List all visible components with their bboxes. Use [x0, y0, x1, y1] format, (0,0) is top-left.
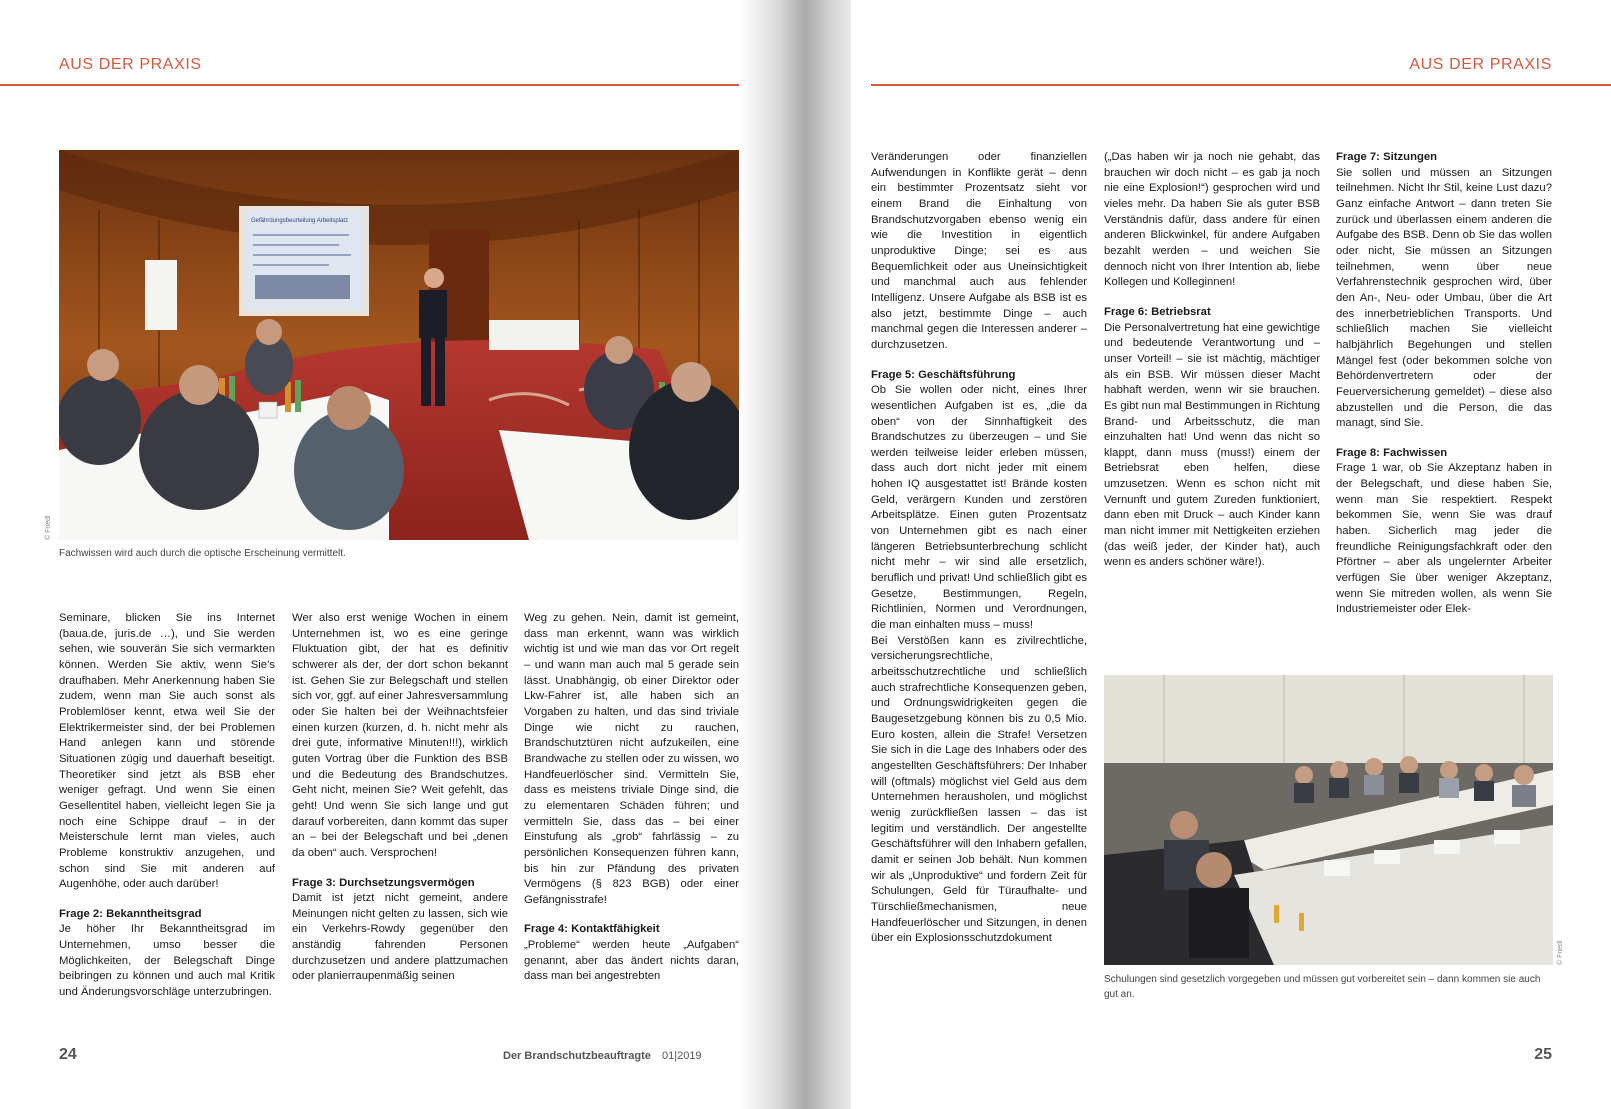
- training-photo-illustration: [1104, 675, 1553, 965]
- section-label: AUS DER PRAXIS: [1409, 56, 1552, 73]
- paragraph: Bei Verstößen kann es zivilrechtliche, versicherungsrechtliche, arbeitsschutzrechtliche und schließlich auch strafrechtliche Konsequenzen geben, und Ordnungswidrigkeiten gegen die Baugesetzgebung können bis zu 0,5 Mio. Euro kosten, allein die Strafe! Versetzen Sie sich in die Lage des Inhabers oder des angestellten Geschäftsführers: Der Inhaber will (oftmals) möglichst viel Geld aus dem Unternehmen herausholen, und möglichst wenig zurückfließen lassen – das ist legitim und verständlich. Der angestellte Geschäftsführer will den Inhabern gefallen, damit er seinen Job behält. Nun kommen wir als „Unproduktive“ und fordern Zeit für Schulungen, Geld für Türaufhalte- und Türschließmechanismen, neue Handfeuerlöscher und Sitzungen, in denen über ein Explosionsschutzdokument: [871, 634, 1088, 945]
- right-page: [851, 0, 1611, 1109]
- page-number: 25: [1534, 1046, 1552, 1063]
- section-label: AUS DER PRAXIS: [59, 56, 202, 73]
- text-column-4: [871, 150, 1087, 947]
- photo-credit: © Friedl: [45, 515, 52, 540]
- header-rule: [0, 84, 739, 86]
- photo-caption: Schulungen sind gesetzlich vorgegeben und müssen gut vorbereitet sein – dann kommen sie auch gut an.: [1104, 974, 1541, 1000]
- paragraph: („Das haben wir ja noch nie gehabt, das brauchen wir doch nicht – es gab ja noch nie eine Explosion!“) gesprochen wird und vieles mehr. Da haben Sie als guter BSB Verständnis dafür, dass andere für einen anderen Blickwinkel, für andere Aufgaben bezahlt werden – und weichen Sie dennoch nicht von Ihrer Intention ab, liebe Kollegen und Kolleginnen!: [1104, 151, 1320, 289]
- text-column-2: [292, 611, 508, 985]
- photo-caption: Fachwissen wird auch durch die optische Erscheinung vermittelt.: [59, 548, 346, 559]
- seminar-photo-illustration: [59, 150, 739, 540]
- paragraph: Sie sollen und müssen an Sitzungen teilnehmen. Nicht Ihr Stil, keine Lust dazu? Ganz einfache Antwort – dann treten Sie zurück und überlassen einem anderen die Aufgabe des BSB. Denn ob Sie das wollen oder nicht, Sie müssen an Sitzungen teilnehmen, wenn über neue Verfahrenstechnik gesprochen wird, über den An-, Neu- oder Umbau, über die Art des innerbetrieblichen Transports. Und schließlich machen Sie vielleicht halbjährlich Begehungen und stellen Mängel fest (oder bekommen solche von Behördenvertretern oder der Feuerversicherung gemeldet) – diese also abzustellen und die Person, die das managt, sind Sie.: [1336, 166, 1552, 430]
- subheading: Frage 4: Kontaktfähigkeit: [524, 923, 660, 936]
- subheading: Frage 6: Betriebsrat: [1104, 305, 1211, 318]
- paragraph: Weg zu gehen. Nein, damit ist gemeint, dass man erkennt, wann was wirklich wichtig ist und wie man das vor Ort regelt – und wann man auch mal 5 gerade sein lässt. Unabhängig, ob einer Direktor oder Lkw-Fahrer ist, alle haben sich an Vorgaben zu halten, und das sind triviale Dinge wie nicht zu rauchen, Brandschutztüren nicht aufzukeilen, eine Brandwache zu stellen oder zu wissen, wo Handfeuerlöscher sind. Vermitteln Sie, dass es meistens triviale Dinge sind, die zu elementaren Schäden führen; und vermitteln Sie, dass das – bei einer Einstufung als „grob“ fahrlässig – zu persönlichen Konsequenzen führen kann, bis hin zur Pfändung des privaten Vermögens (§ 823 BGB) oder einer Gefängnisstrafe!: [524, 612, 739, 906]
- training-photo: [1104, 675, 1553, 965]
- issue-number: 01|2019: [661, 1050, 702, 1062]
- magazine-title: Der Brandschutzbeauftragte: [503, 1050, 651, 1062]
- paragraph: „Probleme“ werden heute „Aufgaben“ genannt, aber das ändert nichts daran, dass man bei angestrebten: [524, 939, 739, 983]
- slide-title-text: Gefährdungsbeurteilung Arbeitsplatz: [251, 218, 349, 224]
- page-number: 24: [59, 1046, 77, 1063]
- subheading: Frage 5: Geschäftsführung: [871, 368, 1016, 381]
- paragraph: Ob Sie wollen oder nicht, eines Ihrer wesentlichen Aufgaben ist es, „die da oben“ von der Sinnhaftigkeit des Brandschutzes zu überzeugen – und Sie werden teilweise leider erleben müssen, dass auch dort nicht jeder mit einem hohen IQ ausgestattet ist! Brände kosten Geld, verärgern Kunden und zerstören Arbeitsplätze. Einen guten Prozentsatz von Unternehmen gibt es nach einer längeren Betriebsunterbrechung schlicht nicht mehr – wir sind alle ersetzlich, beruflich und privat! Und schließlich gibt es Gesetze, Bestimmungen, Regeln, Richtlinien, Normen und Verordnungen, die man einhalten muss – muss!: [871, 384, 1087, 632]
- paragraph: Die Personalvertretung hat eine gewichtige und bedeutende Verantwortung und – unser Vorteil! – sie ist mächtig, mächtiger als ein BSB. Wir müssen dieser Macht habhaft werden, wenn wir sie brauchen. Es gibt nun mal Bestimmungen in Richtung Brand- und Arbeitsschutz, die man einzuhalten hat! Und wenn das nicht so klappt, dann muss (muss!) einem der Betriebsrat eben helfen, diese umzusetzen. Wenn es schon nicht mit Vernunft und gutem Zureden funktioniert, dann eben mit Druck – auch Kinder kann man nicht immer mit Nettigkeiten erziehen (das weiß jeder, der Kinder hat), auch wenn es anders schöner wäre!).: [1104, 321, 1321, 569]
- seminar-photo: [59, 150, 739, 540]
- paragraph: Wer also erst wenige Wochen in einem Unternehmen ist, wo es eine geringe Fluktuation gibt, der hat es definitiv schwerer als der, der dort schon bekannt ist. Gehen Sie zur Belegschaft und stellen sich vor, ggf. auf einer Jahresversammlung oder Sie halten bei der Weihnachtsfeier einen kurzen (kurzen, d. h. nicht mehr als drei gute, informative Minuten!!!), wirklich guten Vortrag über die Funktion des BSB und die Bedeutung des Brandschutzes. Geht nicht, meinen Sie? Weit gefehlt, das geht! Und wenn Sie sich lange und gut darauf vorbereiten, dann kommt das super an – bei der Belegschaft und bei „denen da oben“ auch. Versprochen!: [292, 612, 508, 859]
- subheading: Frage 7: Sitzungen: [1336, 151, 1438, 163]
- subheading: Frage 3: Durchsetzungsvermögen: [292, 876, 475, 889]
- text-column-3: [524, 611, 739, 985]
- subheading: Frage 2: Bekanntheitsgrad: [59, 907, 202, 920]
- text-column-5: [1104, 150, 1320, 571]
- subheading: Frage 8: Fachwissen: [1336, 446, 1448, 459]
- header-rule: [871, 84, 1611, 86]
- text-column-6: [1336, 150, 1552, 618]
- text-column-1: [59, 611, 275, 1001]
- paragraph: Veränderungen oder finanziellen Aufwendungen in Konflikte gerät – denn ein bestimmter Prozentsatz sieht vor einem Brand die Einhaltung von Brandschutzvorgaben ebenso wenig ein wie die Investition in eigentlich unproduktive Dinge; sei es aus Bequemlichkeit oder aus Uneinsichtigkeit und manchmal auch aus fehlender Intelligenz. Unsere Aufgabe als BSB ist es also jetzt, bestimmte Dinge – auch manchmal gegen die Interessen anderer – durchzusetzen.: [871, 151, 1087, 351]
- left-page: [0, 0, 760, 1109]
- photo-credit: © Friedl: [1557, 940, 1564, 965]
- paragraph: Frage 1 war, ob Sie Akzeptanz haben in der Belegschaft, und diese haben Sie, wenn man Sie respektiert. Respekt bekommen Sie, wenn Sie was drauf haben. Sicherlich mag jeder die freundliche Reinigungsfachkraft oder den Pförtner – aber als ungelernter Arbeiter verfügen Sie über weniger Akzeptanz, wenn Sie mitreden wollen, als wenn Sie Industriemeister oder Elek-: [1336, 462, 1552, 616]
- paragraph: Je höher Ihr Bekanntheitsgrad im Unternehmen, umso besser die Möglichkeiten, der Belegschaft Dinge beibringen zu können und auch mal Kritik und Änderungsvorschläge unterzubringen.: [59, 923, 275, 999]
- paragraph: Damit ist jetzt nicht gemeint, andere Meinungen nicht gelten zu lassen, sich wie ein Verkehrs-Rowdy gegenüber den anständig fahrenden Personen durchzusetzen und andere plattzumachen oder planierraupenmäßig seinen: [292, 892, 508, 983]
- paragraph: Seminare, blicken Sie ins Internet (baua.de, juris.de …), und Sie werden sehen, wie souverän Sie sich vermarkten können. Werden Sie aktiv, wenn Sie’s draufhaben. Mehr Anerkennung haben Sie zudem, wenn man Sie auch sonst als Problemlöser kennt, etwa weil Sie der Elektrikermeister sind, der bei Problemen Hand anlegen kann und störende Situationen zügig und dauerhaft beseitigt. Theoretiker sind jetzt als BSB eher weniger gefragt. Und wenn Sie einen Gesellentitel haben, vielleicht legen Sie ja noch eine Schippe drauf – in der Meisterschule lernt man vieles, auch Probleme konstruktiv anzugehen, und schon sind Sie mit anderen auf Augenhöhe, oder auch darüber!: [59, 612, 275, 891]
- magazine-footer: [503, 1050, 702, 1062]
